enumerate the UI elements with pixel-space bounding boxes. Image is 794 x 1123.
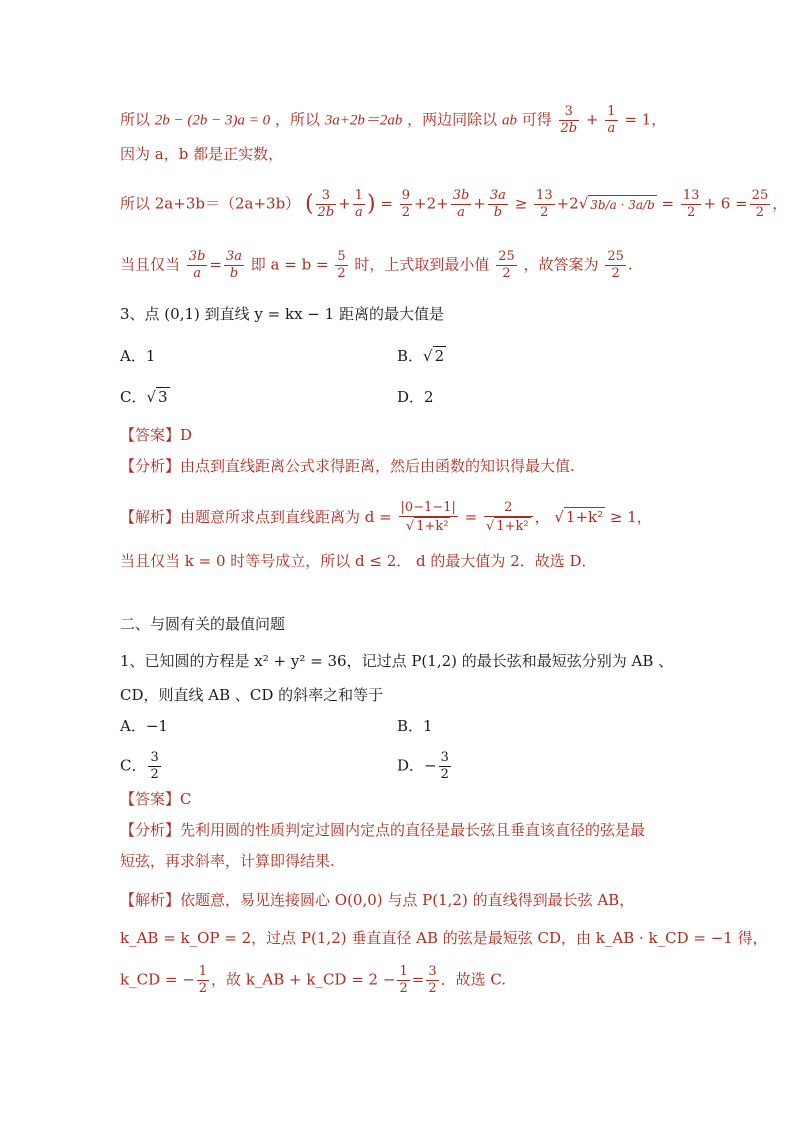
text: 当且仅当 bbox=[120, 255, 181, 274]
solution: 【解析】由题意所求点到直线距离为 d = $\frac{|0-1-1|}{\text{√ 1+k²}}$ = $\frac{2}{\text{√ 1+k²}}$ ， √ 1+k² ≥ 1， bbox=[120, 500, 652, 534]
solution-line-2: k_AB = k_OP = 2，过点 P(1,2) 垂直直径 AB 的弦是最短弦 CD，由 k_AB · k_CD = −1 得， bbox=[120, 929, 768, 947]
analysis-tag: 【分析】 bbox=[120, 457, 181, 475]
text: k_CD = − bbox=[120, 970, 195, 989]
option-label: B． bbox=[397, 347, 424, 365]
option-c: C．√ 3 bbox=[120, 388, 168, 406]
text: 所以 2a+3b＝（2a+3b） bbox=[120, 194, 301, 213]
fraction: $\frac{1}{a}$ bbox=[607, 104, 616, 136]
fraction: $\frac{25}{2}$ bbox=[607, 249, 624, 281]
fraction: $\frac{3b}{a}$ bbox=[188, 249, 206, 281]
option-b: B．1 bbox=[397, 717, 433, 735]
solution-line-3: 所以 2a+3b＝（2a+3b） ( $\frac{3}{2b}$ + $\frac{1}{a}$ ) = $\frac{9}{2}$ +2+ $\frac{3b}{a}$ + $\frac{3a}{b}$ ≥ $\frac{13}{2}$ +2√ 3b/a · 3a/b = $\frac{13}{2}$ + 6 = $\frac{25}{2}$ ， bbox=[120, 188, 788, 220]
option-label: C． bbox=[120, 756, 147, 775]
operator: = bbox=[464, 508, 478, 526]
text: = 1， bbox=[624, 110, 667, 129]
analysis-line-2: 短弦，再求斜率，计算即得结果. bbox=[120, 852, 335, 870]
operator: = bbox=[661, 194, 675, 213]
text: ≥ 1， bbox=[609, 508, 652, 526]
answer: 【答案】C bbox=[120, 790, 192, 808]
solution-line-2: 当且仅当 k = 0 时等号成立，所以 d ≤ 2． d 的最大值为 2．故选 D． bbox=[120, 552, 597, 570]
option-a: A．−1 bbox=[120, 717, 168, 735]
option-d: D．2 bbox=[397, 388, 434, 406]
text: ．故选 C. bbox=[440, 970, 507, 989]
fraction: $\frac{3}{2}$ bbox=[150, 750, 159, 782]
text: . bbox=[627, 255, 633, 274]
text: ，故答案为 bbox=[523, 255, 599, 274]
variable: ab bbox=[501, 112, 517, 129]
section-heading: 二、与圆有关的最值问题 bbox=[120, 615, 286, 633]
solution-line-2: 因为 a，b 都是正实数， bbox=[120, 145, 284, 163]
fraction: $\frac{3}{2}$ bbox=[428, 964, 437, 996]
solution-tag: 【解析】 bbox=[120, 508, 181, 526]
fraction: $\frac{25}{2}$ bbox=[751, 188, 769, 220]
text: ，故 k_AB + k_CD = 2 − bbox=[211, 970, 396, 989]
radical: 3 bbox=[158, 388, 168, 406]
text: 所以 bbox=[120, 110, 151, 129]
option-c bbox=[120, 750, 163, 783]
fraction: $\frac{3b}{a}$ bbox=[452, 188, 470, 220]
fraction: $\frac{13}{2}$ bbox=[536, 188, 553, 220]
text: +2+ bbox=[414, 194, 449, 213]
fraction: $\frac{3}{2b}$ bbox=[560, 104, 578, 136]
text: 即 a = b = bbox=[250, 255, 329, 274]
fraction: $\frac{9}{2}$ bbox=[401, 188, 411, 220]
text: + 6 = bbox=[703, 194, 748, 213]
question-3-stem: 3、点 (0,1) 到直线 y = kx − 1 距离的最大值是 bbox=[120, 305, 444, 323]
answer: 【答案】D bbox=[120, 426, 193, 444]
text: ， bbox=[772, 194, 788, 213]
fraction: $\frac{3a}{b}$ bbox=[489, 188, 506, 220]
question-1-stem-line-2: CD，则直线 AB 、CD 的斜率之和等于 bbox=[120, 686, 384, 704]
operator: + bbox=[473, 194, 486, 213]
fraction: $\frac{1}{a}$ bbox=[354, 188, 363, 220]
option-label: D．− bbox=[397, 756, 437, 775]
fraction: $\frac{1}{2}$ bbox=[399, 964, 408, 996]
fraction: $\frac{2}{\text{√ 1+k²}}$ bbox=[484, 500, 533, 536]
solution-line-4 bbox=[120, 249, 734, 282]
option-d bbox=[397, 750, 453, 783]
text: 由题意所求点到直线距离为 d = bbox=[180, 508, 392, 526]
equation: 3a+2b＝2ab bbox=[324, 112, 403, 129]
fraction: $\frac{13}{2}$ bbox=[682, 188, 700, 220]
solution-line-3 bbox=[120, 964, 734, 997]
option-label: C． bbox=[120, 388, 147, 406]
fraction: $\frac{3a}{b}$ bbox=[225, 249, 242, 281]
text: +2 bbox=[556, 194, 579, 213]
question-1-stem-line-1: 1、已知圆的方程是 x² + y² = 36，记过点 P(1,2) 的最长弦和最短弦分别为 AB 、 bbox=[120, 652, 674, 670]
text: 时，上式取到最小值 bbox=[354, 255, 490, 274]
operator: + bbox=[585, 110, 599, 129]
text: ， bbox=[534, 508, 550, 526]
text: ，两边同除以 bbox=[407, 110, 498, 129]
operator: = bbox=[209, 255, 222, 274]
fraction: $\frac{5}{2}$ bbox=[337, 249, 346, 281]
operator: = bbox=[380, 194, 393, 213]
analysis-line-1: 【分析】先利用圆的性质判定过圆内定点的直径是最长弦且垂直该直径的弦是最 bbox=[120, 821, 646, 839]
radical: 3b/a · 3a/b bbox=[588, 195, 656, 214]
fraction: $\frac{1}{2}$ bbox=[198, 964, 208, 996]
fraction: $\frac{3}{2}$ bbox=[440, 750, 449, 782]
text: ，所以 bbox=[274, 110, 320, 129]
option-a: A．1 bbox=[120, 347, 156, 365]
equation: 2b − (2b − 3)a = 0 bbox=[154, 112, 271, 129]
solution-line-1 bbox=[120, 104, 734, 137]
analysis-text: 由点到直线距离公式求得距离，然后由函数的知识得最大值. bbox=[180, 457, 575, 475]
fraction: $\frac{25}{2}$ bbox=[498, 249, 515, 281]
radical: 2 bbox=[434, 347, 445, 365]
text: 可得 bbox=[521, 110, 552, 129]
radical: 1+k² bbox=[565, 508, 604, 526]
fraction: $\frac{3}{2b}$ bbox=[317, 188, 335, 220]
analysis bbox=[120, 454, 734, 478]
solution-line-1: 【解析】依题意，易见连接圆心 O(0,0) 与点 P(1,2) 的直线得到最长弦 AB， bbox=[120, 891, 635, 909]
operator: = bbox=[411, 970, 425, 989]
fraction: $\frac{|0-1-1|}{\text{√ 1+k²}}$ bbox=[400, 500, 456, 534]
operator: ≥ bbox=[514, 194, 528, 213]
option-b: B．√ 2 bbox=[397, 347, 445, 365]
